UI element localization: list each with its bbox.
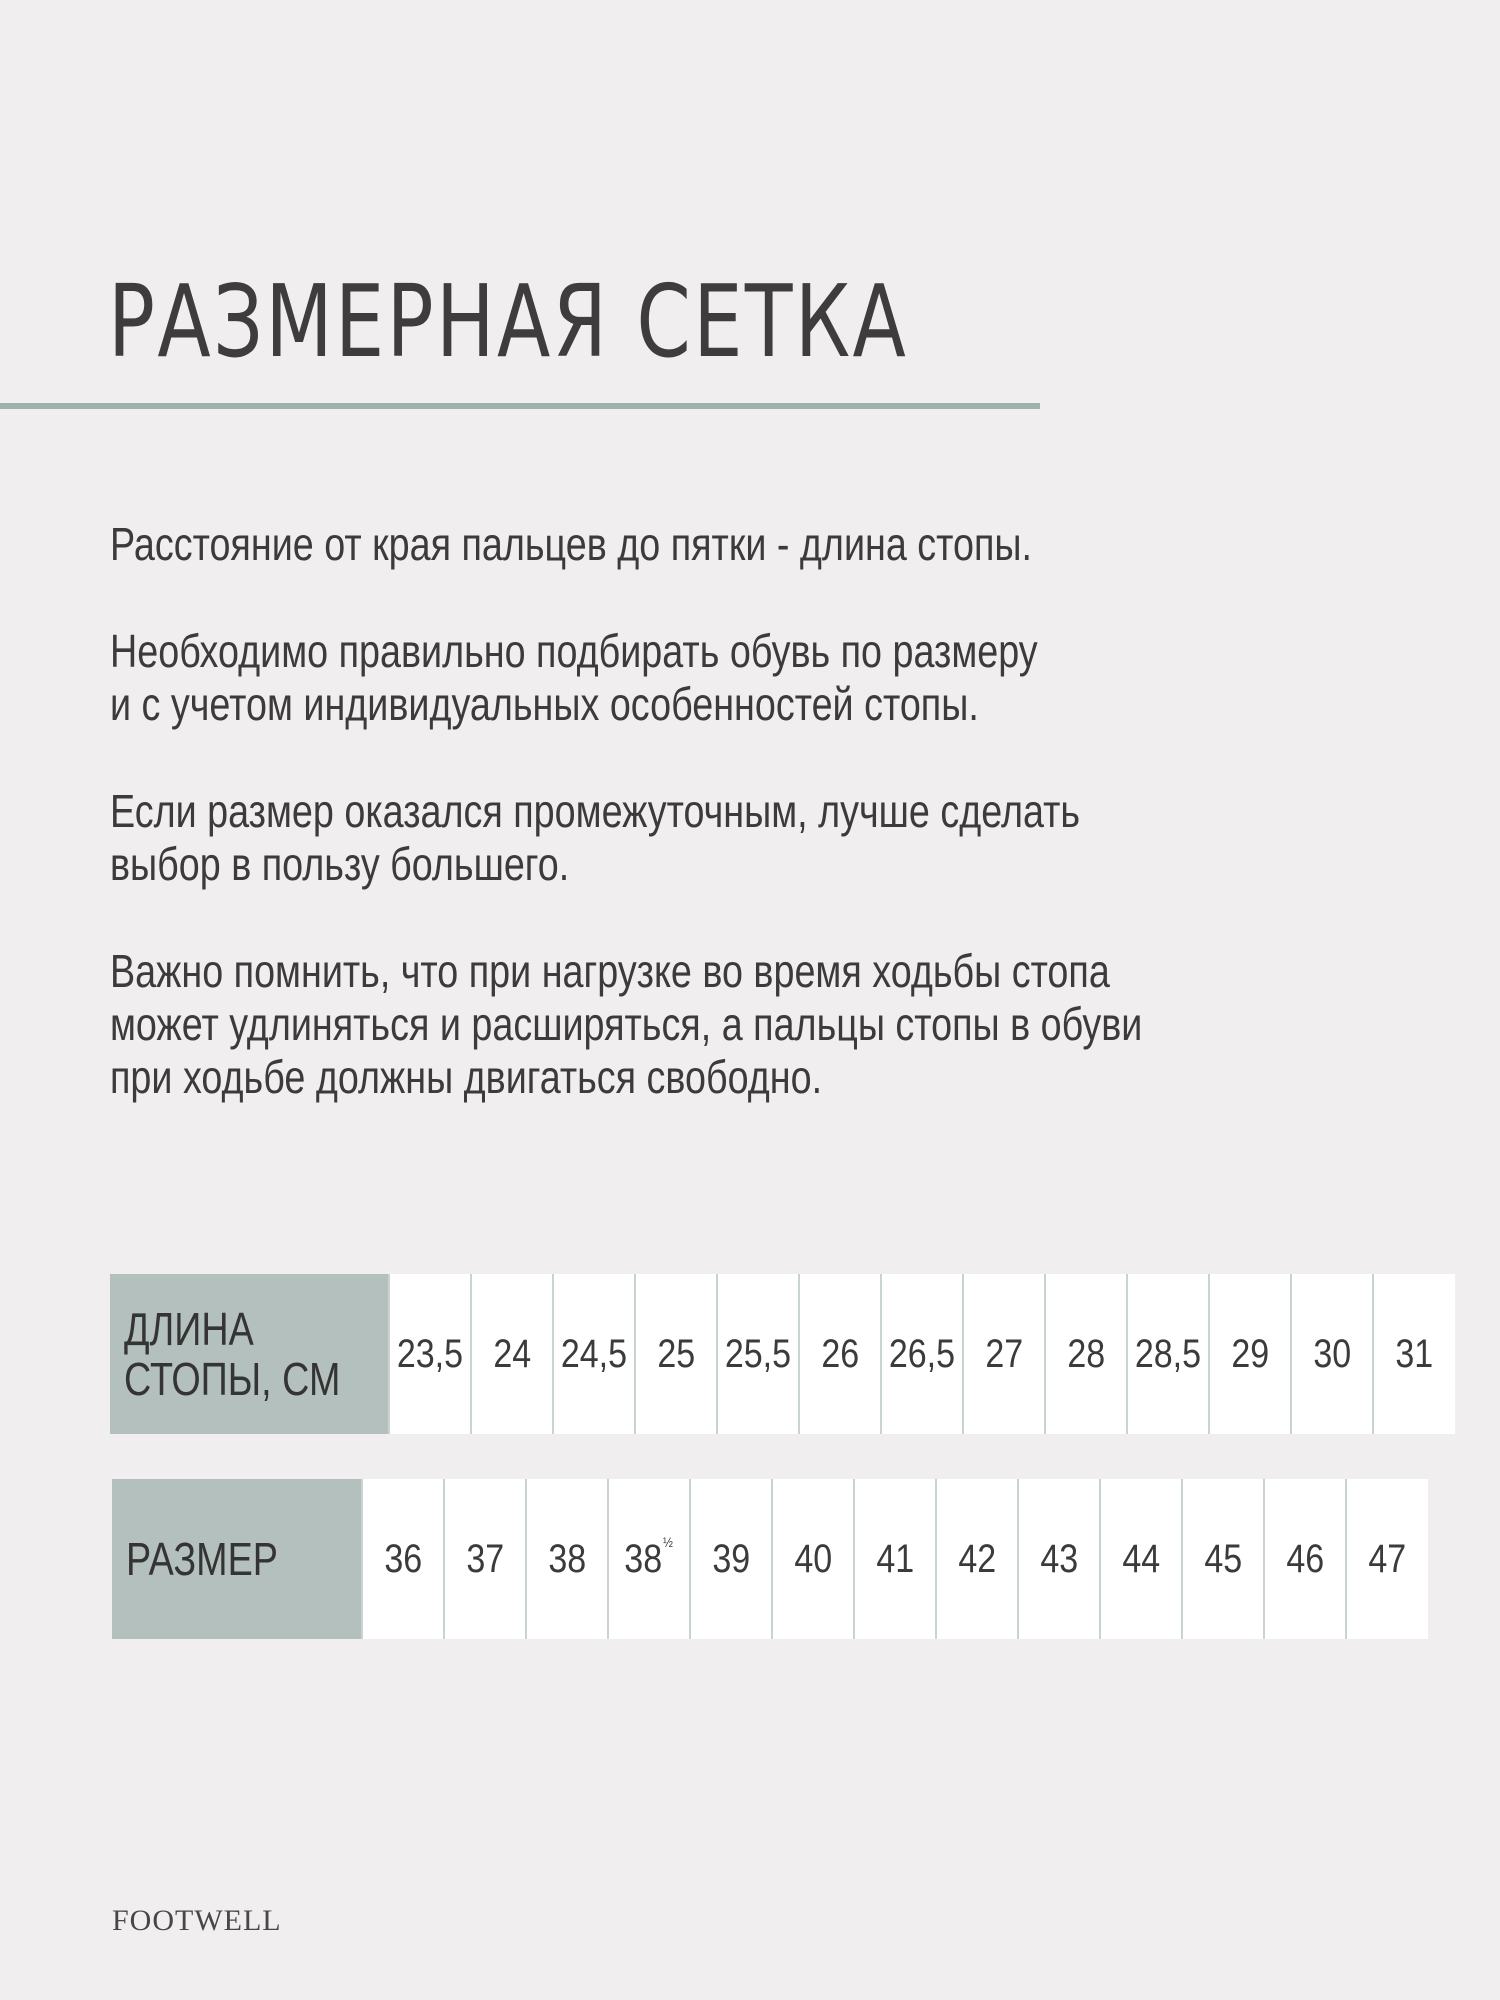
foot-length-header bbox=[110, 1274, 389, 1434]
shoe-size-cell: 46 bbox=[1264, 1479, 1346, 1639]
paragraph-fitting-advice bbox=[110, 625, 1176, 731]
paragraph-line: выбор в пользу большего. bbox=[110, 838, 570, 890]
foot-length-cell: 26 bbox=[799, 1274, 881, 1434]
foot-length-cell: 31 bbox=[1373, 1274, 1455, 1434]
foot-length-cell: 24 bbox=[471, 1274, 553, 1434]
shoe-size-row bbox=[112, 1479, 1428, 1639]
shoe-size-cell: 43 bbox=[1018, 1479, 1100, 1639]
page-title: РАЗМЕРНАЯ СЕТКА bbox=[108, 263, 909, 380]
paragraph-foot-length bbox=[110, 518, 1176, 571]
paragraph-line: Расстояние от края пальцев до пятки - длина стопы. bbox=[110, 518, 1033, 570]
shoe-size-cell: 44 bbox=[1100, 1479, 1182, 1639]
intro-text bbox=[110, 518, 1410, 1158]
paragraph-walking-note bbox=[110, 945, 1176, 1104]
foot-length-row bbox=[110, 1274, 1455, 1434]
shoe-size-cell: 47 bbox=[1346, 1479, 1428, 1639]
foot-length-cell: 29 bbox=[1209, 1274, 1291, 1434]
shoe-size-table bbox=[112, 1479, 1428, 1639]
foot-length-cell: 28 bbox=[1045, 1274, 1127, 1434]
foot-length-cell: 25 bbox=[635, 1274, 717, 1434]
shoe-size-cell: 42 bbox=[936, 1479, 1018, 1639]
foot-length-cell: 23,5 bbox=[389, 1274, 471, 1434]
foot-length-cell: 28,5 bbox=[1127, 1274, 1209, 1434]
foot-length-cell: 24,5 bbox=[553, 1274, 635, 1434]
shoe-size-cell: 36 bbox=[362, 1479, 444, 1639]
foot-length-cell: 26,5 bbox=[881, 1274, 963, 1434]
foot-length-table bbox=[110, 1274, 1455, 1434]
shoe-size-cell: 45 bbox=[1182, 1479, 1264, 1639]
paragraph-line: при ходьбе должны двигаться свободно. bbox=[110, 1051, 823, 1103]
paragraph-line: может удлиняться и расширяться, а пальцы стопы в обуви bbox=[110, 998, 1143, 1050]
shoe-size-cell: 38 bbox=[526, 1479, 608, 1639]
title-underline bbox=[0, 403, 1040, 409]
shoe-size-cell: 41 bbox=[854, 1479, 936, 1639]
shoe-size-header: РАЗМЕР bbox=[112, 1479, 362, 1639]
paragraph-intermediate-size bbox=[110, 785, 1176, 891]
shoe-size-cell: 40 bbox=[772, 1479, 854, 1639]
foot-length-cell: 30 bbox=[1291, 1274, 1373, 1434]
foot-length-header-line: СТОПЫ, СМ bbox=[124, 1353, 341, 1405]
foot-length-cell: 27 bbox=[963, 1274, 1045, 1434]
foot-length-cell: 25,5 bbox=[717, 1274, 799, 1434]
foot-length-header-line: ДЛИНА bbox=[124, 1303, 254, 1355]
paragraph-line: Если размер оказался промежуточным, лучше сделать bbox=[110, 785, 1081, 837]
shoe-size-cell: 37 bbox=[444, 1479, 526, 1639]
paragraph-line: Важно помнить, что при нагрузке во время ходьбы стопа bbox=[110, 945, 1110, 997]
paragraph-line: и с учетом индивидуальных особенностей стопы. bbox=[110, 678, 979, 730]
shoe-size-cell bbox=[608, 1479, 690, 1639]
shoe-size-value: 38 bbox=[624, 1536, 663, 1581]
half-size-mark: ½ bbox=[663, 1534, 674, 1551]
shoe-size-cell: 39 bbox=[690, 1479, 772, 1639]
brand-logo: FOOTWELL bbox=[112, 1904, 282, 1937]
paragraph-line: Необходимо правильно подбирать обувь по размеру bbox=[110, 625, 1038, 677]
